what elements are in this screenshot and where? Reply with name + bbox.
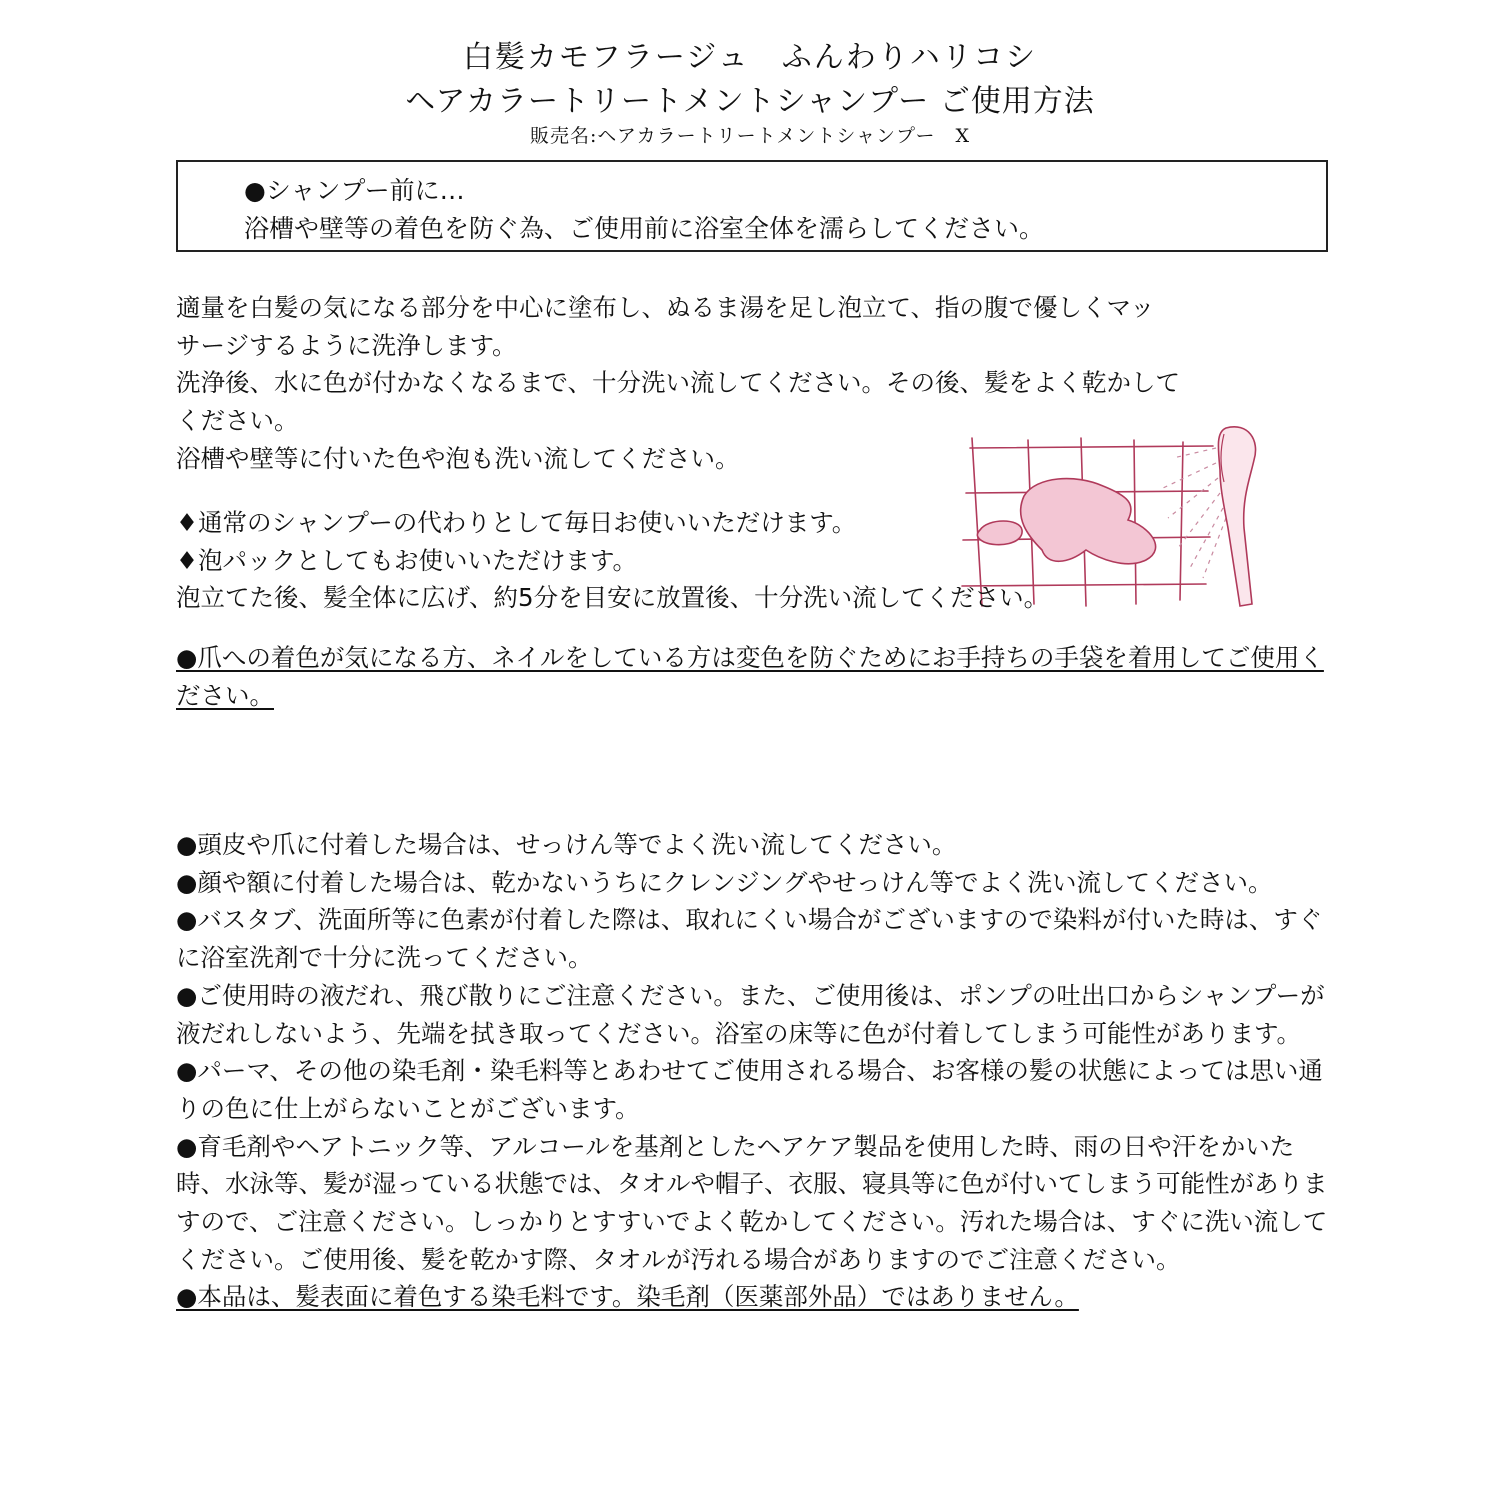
usage-line: サージするように洗浄します。 [176,330,517,360]
caution-item: ●頭皮や爪に付着した場合は、せっけん等でよく洗い流してください。 [176,830,957,859]
tip-line: 泡立てた後、髪全体に広げ、約5分を目安に放置後、十分洗い流してください。 [176,583,1049,613]
usage-tips [176,504,1256,617]
caution-item: ●顔や額に付着した場合は、乾かないうちにクレンジングやせっけん等でよく洗い流してください。 [176,867,1273,897]
caution-item: ●パーマ、その他の染毛剤・染毛料等とあわせてご使用される場合、お客様の髪の状態によっては思い通りの色に仕上がらないことがございます。 [176,1056,1323,1123]
usage-line: ください。 [176,406,299,436]
cautions-list [176,826,1336,1316]
sales-name: 販売名:ヘアカラートリートメントシャンプー X [529,125,971,147]
notice-heading: ●シャンプー前に… [244,176,465,205]
tip-line: ♦泡パックとしてもお使いいただけます。 [176,545,638,575]
tip-line: ♦通常のシャンプーの代わりとして毎日お使いいただけます。 [176,508,857,537]
usage-line: 適量を白髪の気になる部分を中心に塗布し、ぬるま湯を足し泡立て、指の腹で優しくマッ [176,293,1155,322]
caution-item: ●ご使用時の液だれ、飛び散りにご注意ください。また、ご使用後は、ポンプの吐出口からシャンプーが液だれしないよう、先端を拭き取ってください。浴室の床等に色が付着してしまう可能性があります。 [176,980,1325,1048]
nail-notice: ●爪への着色が気になる方、ネイルをしている方は変色を防ぐためにお手持ちの手袋を着用してご使用ください。 [176,643,1324,710]
title-line-1: 白髪カモフラージュ ふんわりハリコシ [462,40,1038,75]
title-line-2: ヘアカラートリートメントシャンプー ご使用方法 [405,84,1095,119]
pre-shampoo-notice-box [176,160,1328,252]
caution-item: ●育毛剤やヘアトニック等、アルコールを基剤としたヘアケア製品を使用した時、雨の日や汗をかいた時、水泳等、髪が湿っている状態では、タオルや帽子、衣服、寝具等に色が付いてしまう可能性がありますので、ご注意ください。しっかりとすすいでよく乾かしてください。汚れた場合は、すぐに洗い流してください。ご使用後、髪を乾かす際、タオルが汚れる場合がありますのでご注意ください。 [176,1131,1328,1274]
caution-item: ●本品は、髪表面に着色する染毛料です。染毛剤（医薬部外品）ではありません。 [176,1282,1079,1312]
caution-item: ●バスタブ、洗面所等に色素が付着した際は、取れにくい場合がございますので染料が付いた時は、すぐに浴室洗剤で十分に洗ってください。 [176,905,1323,973]
notice-text: 浴槽や壁等の着色を防ぐ為、ご使用前に浴室全体を濡らしてください。 [244,214,1045,243]
usage-line: 浴槽や壁等に付いた色や泡も洗い流してください。 [176,443,740,473]
usage-line: 洗浄後、水に色が付かなくなるまで、十分洗い流してください。その後、髪をよく乾かして [176,368,1181,398]
